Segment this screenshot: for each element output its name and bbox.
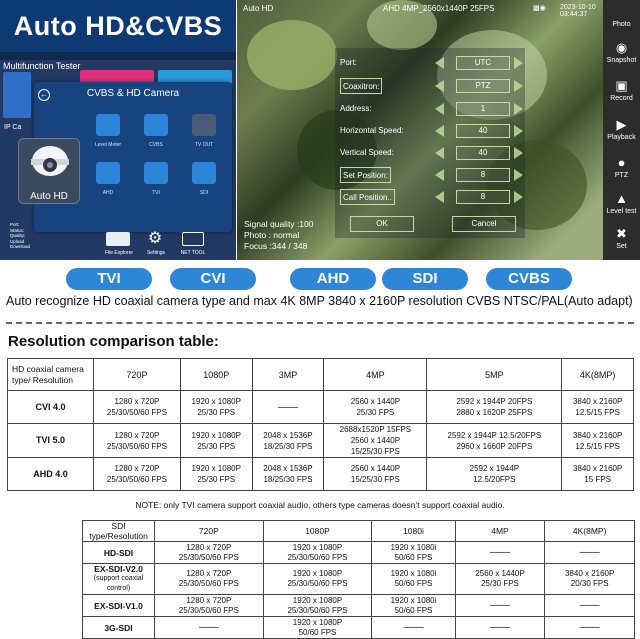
arrow-right-icon[interactable] bbox=[514, 169, 523, 181]
table-cell bbox=[263, 617, 372, 639]
cell-line: —— bbox=[489, 621, 510, 633]
popup-title: CVBS & HD Camera bbox=[86, 88, 180, 99]
auto-hd-label: Auto HD bbox=[30, 191, 68, 202]
cell-line: 2688x1520P 15FPS bbox=[339, 425, 412, 434]
cell-line: 1920 x 1080P bbox=[292, 542, 343, 552]
ahd-camera-icon[interactable] bbox=[96, 162, 120, 184]
port-value[interactable]: UTC bbox=[456, 56, 510, 70]
table-cell bbox=[455, 542, 545, 564]
horizontal-speed-value[interactable]: 40 bbox=[456, 124, 510, 138]
cell-line: 15/25/30 FPS bbox=[350, 447, 400, 456]
ok-button[interactable]: OK bbox=[350, 216, 414, 232]
cell-line: 2960 x 1660P 20FPS bbox=[456, 441, 533, 451]
popup-item-label: TV OUT bbox=[194, 142, 214, 148]
level-icon: ▲ bbox=[615, 191, 628, 206]
dock-label: Settings bbox=[146, 250, 166, 256]
tv-out-icon[interactable] bbox=[192, 114, 216, 136]
table-cell bbox=[155, 564, 264, 595]
cell-line: 2592 x 1944P 12.5/20FPS bbox=[447, 430, 542, 440]
field-label: Horizontal Speed: bbox=[340, 126, 404, 135]
dock-label: NET TOOL bbox=[180, 250, 206, 256]
cell-line: 50/60 FPS bbox=[394, 579, 433, 588]
cell-line: 2560 x 1440P bbox=[350, 464, 401, 473]
sdi-resolution-table bbox=[82, 520, 635, 639]
cell-line: 12.5/15 FPS bbox=[575, 441, 620, 451]
ptz-set-position-row bbox=[340, 167, 520, 183]
cell-line: 25/30/50/60 FPS bbox=[106, 408, 167, 417]
toolbar-label: Photo bbox=[612, 21, 631, 28]
ptz-coaxitron-row bbox=[340, 78, 520, 94]
cell-line: 25/30/50/60 FPS bbox=[106, 441, 167, 451]
table-cell bbox=[427, 458, 562, 491]
cell-line: 25/30/50/60 FPS bbox=[178, 605, 239, 615]
cell-line: 2560 x 1440P bbox=[475, 569, 525, 578]
cell-line: 1280 x 720P bbox=[186, 569, 232, 578]
toolbar-label: Playback bbox=[607, 134, 636, 141]
table-header-row bbox=[83, 521, 635, 542]
ptz-address-row bbox=[340, 101, 520, 117]
cell-line: 12.5/20FPS bbox=[473, 475, 516, 484]
row-header bbox=[8, 424, 94, 458]
camera-mode: Auto HD bbox=[243, 4, 274, 13]
table-cell bbox=[263, 595, 372, 617]
popup-item-label: CVBS bbox=[149, 142, 163, 148]
row-header bbox=[83, 542, 155, 564]
table-cell bbox=[372, 617, 455, 639]
cell-line: 25/30 FPS bbox=[481, 579, 519, 588]
list-item: Status: bbox=[10, 227, 25, 233]
table-header: 720P bbox=[94, 359, 181, 391]
type-pill-cvbs: CVBS bbox=[486, 268, 572, 290]
row-header-line: 3G-SDI bbox=[104, 622, 133, 633]
network-status-list bbox=[10, 222, 30, 250]
cell-line: —— bbox=[277, 401, 298, 413]
table-cell bbox=[155, 617, 264, 639]
ip-camera-label: IP Ca bbox=[4, 124, 22, 131]
cell-line: 1920 x 1080i bbox=[390, 569, 437, 578]
cell-line: 1920 x 1080P bbox=[191, 430, 241, 440]
table-cell bbox=[324, 458, 427, 491]
arrow-left-icon[interactable] bbox=[435, 125, 444, 137]
table-cell bbox=[324, 391, 427, 424]
toolbar-playback[interactable] bbox=[603, 117, 640, 141]
cell-line: 50/60 FPS bbox=[298, 627, 337, 637]
camera-icon: ◉ bbox=[615, 40, 628, 55]
app-tile[interactable] bbox=[3, 72, 31, 118]
ptz-control-panel bbox=[335, 48, 525, 238]
cell-line: 1920 x 1080i bbox=[390, 542, 437, 552]
toolbar-label: Level test bbox=[606, 208, 637, 215]
cell-line: 25/30/50/60 FPS bbox=[287, 552, 348, 562]
cell-line: —— bbox=[198, 621, 219, 633]
sdi-camera-icon[interactable] bbox=[192, 162, 216, 184]
status-icons: ▩◉ bbox=[533, 5, 546, 12]
table-cell bbox=[427, 424, 562, 458]
photo-status: Photo : normal bbox=[244, 230, 300, 240]
popup-item-label: TVI bbox=[152, 190, 160, 196]
address-value[interactable]: 1 bbox=[456, 102, 510, 116]
cell-line: 1280 x 720P bbox=[114, 464, 160, 473]
table-header: 3MP bbox=[252, 359, 324, 391]
cell-line: 25/30/50/60 FPS bbox=[287, 579, 348, 588]
arrow-right-icon[interactable] bbox=[514, 191, 523, 203]
divider bbox=[6, 322, 634, 324]
cell-line: 1920 x 1080i bbox=[390, 595, 437, 605]
table-cell bbox=[324, 424, 427, 458]
cell-line: 3840 x 2160P bbox=[564, 569, 615, 578]
toolbar-label: Record bbox=[610, 95, 633, 102]
cell-line: 1920 x 1080P bbox=[292, 617, 343, 627]
list-item: Download bbox=[10, 244, 31, 249]
camera-resolution: AHD 4MP_2560x1440P 25FPS bbox=[383, 4, 495, 13]
table-cell bbox=[180, 458, 252, 491]
table-cell bbox=[455, 617, 545, 639]
popup-item-label: SDI bbox=[199, 190, 209, 196]
table-cell bbox=[263, 542, 372, 564]
dock-label: File Explorer bbox=[104, 250, 134, 256]
cell-line: 12.5/15 FPS bbox=[575, 408, 620, 417]
popup-item-label: Level Meter bbox=[94, 142, 122, 148]
cell-line: 2560 x 1440P bbox=[350, 397, 401, 406]
table-cell bbox=[562, 424, 634, 458]
net-tool-icon[interactable] bbox=[182, 232, 204, 246]
row-header-line: (support coaxial control) bbox=[93, 575, 144, 592]
ptz-hspeed-row bbox=[340, 123, 520, 139]
focus-status: Focus :344 / 348 bbox=[244, 241, 308, 251]
toolbar-label: Snapshot bbox=[606, 57, 637, 64]
table-cell bbox=[372, 542, 455, 564]
video-icon: ▣ bbox=[615, 78, 628, 93]
cell-line: 3840 x 2160P bbox=[572, 464, 623, 473]
coaxial-audio-note: NOTE: only TVI camera support coaxial audio, others type cameras doesn’t support coaxial audio. bbox=[135, 500, 505, 510]
ptz-call-position-row bbox=[340, 189, 520, 205]
arrow-left-icon[interactable] bbox=[435, 103, 444, 115]
table-cell bbox=[545, 595, 635, 617]
cell-line: —— bbox=[579, 621, 600, 633]
set-position-button[interactable]: Set Position: bbox=[340, 167, 391, 183]
table-cell bbox=[562, 458, 634, 491]
table-header: HD coaxial camera type/ Resolution bbox=[8, 359, 94, 391]
vertical-speed-value[interactable]: 40 bbox=[456, 146, 510, 160]
table-header: SDI type/Resolution bbox=[83, 521, 155, 542]
table-cell bbox=[427, 391, 562, 424]
row-header-line: AHD 4.0 bbox=[33, 468, 68, 479]
row-header bbox=[8, 391, 94, 424]
type-pill-sdi: SDI bbox=[382, 268, 468, 290]
table-header: 4MP bbox=[324, 359, 427, 391]
cell-line: 25/30 FPS bbox=[197, 441, 236, 451]
table-cell bbox=[252, 458, 324, 491]
cell-line: 20/30 FPS bbox=[570, 579, 609, 588]
table-cell bbox=[562, 391, 634, 424]
field-label: Address: bbox=[340, 104, 372, 113]
cell-line: 1280 x 720P bbox=[186, 595, 232, 605]
call-position-button[interactable]: Call Position.. bbox=[340, 189, 395, 205]
table-cell bbox=[372, 564, 455, 595]
tools-icon: ✖ bbox=[616, 226, 627, 241]
row-header-line: TVI 5.0 bbox=[35, 435, 65, 445]
table-cell bbox=[180, 391, 252, 424]
cell-line: —— bbox=[403, 621, 424, 633]
cell-line: 25/30 FPS bbox=[356, 408, 395, 417]
cell-line: 1920 x 1080P bbox=[191, 464, 241, 473]
resolution-table-title: Resolution comparison table: bbox=[8, 333, 219, 350]
row-header bbox=[8, 458, 94, 491]
arrow-right-icon[interactable] bbox=[514, 125, 523, 137]
table-cell bbox=[155, 542, 264, 564]
toolbar-record[interactable] bbox=[603, 78, 640, 102]
cell-line: 3840 x 2160P bbox=[572, 397, 623, 406]
file-explorer-icon[interactable] bbox=[106, 232, 130, 246]
arrow-right-icon[interactable] bbox=[514, 147, 523, 159]
table-cell bbox=[545, 564, 635, 595]
field-label: Vertical Speed: bbox=[340, 148, 394, 157]
cell-line: —— bbox=[579, 599, 600, 611]
arrow-left-icon[interactable] bbox=[435, 169, 444, 181]
list-item: Quality: bbox=[10, 233, 26, 238]
toolbar-set[interactable] bbox=[603, 226, 640, 250]
table-header: 4K(8MP) bbox=[562, 359, 634, 391]
cell-line: 2560 x 1440P bbox=[350, 436, 401, 445]
cell-line: 2592 x 1944P 20FPS bbox=[456, 397, 533, 406]
arrow-right-icon[interactable] bbox=[514, 57, 523, 69]
table-cell bbox=[455, 564, 545, 595]
arrow-right-icon[interactable] bbox=[514, 80, 523, 92]
play-icon: ▶ bbox=[616, 117, 627, 132]
table-row bbox=[83, 617, 635, 639]
set-position-value[interactable]: 8 bbox=[456, 168, 510, 182]
ptz-port-row bbox=[340, 55, 520, 71]
cell-line: 25/30/50/60 FPS bbox=[178, 579, 239, 588]
cell-line: 25/30/50/60 FPS bbox=[178, 552, 239, 562]
cell-line: 1920 x 1080P bbox=[292, 569, 343, 578]
list-item: Port: bbox=[10, 222, 20, 227]
table-row bbox=[83, 595, 635, 617]
cell-line: 3840 x 2160P bbox=[572, 430, 623, 440]
cell-line: 25/30 FPS bbox=[197, 408, 236, 417]
cell-line: 25/30 FPS bbox=[197, 475, 236, 484]
row-header-line: EX-SDI-V2.0 bbox=[94, 564, 143, 574]
row-header bbox=[83, 617, 155, 639]
tester-window-title: Multifunction Tester bbox=[3, 61, 81, 71]
ptz-vspeed-row bbox=[340, 145, 520, 161]
table-row bbox=[83, 542, 635, 564]
cell-line: 2880 x 1620P 25FPS bbox=[456, 408, 533, 417]
cell-line: 1280 x 720P bbox=[114, 430, 160, 440]
arrow-left-icon[interactable] bbox=[435, 80, 444, 92]
cell-line: 25/30/50/60 FPS bbox=[106, 475, 167, 484]
call-position-value[interactable]: 8 bbox=[456, 190, 510, 204]
cancel-button[interactable]: Cancel bbox=[452, 216, 516, 232]
toolbar-level-test[interactable] bbox=[603, 191, 640, 215]
toolbar-snapshot[interactable] bbox=[603, 40, 640, 64]
table-cell bbox=[545, 617, 635, 639]
arrow-left-icon[interactable] bbox=[435, 57, 444, 69]
ptz-camera-icon: ● bbox=[617, 155, 626, 170]
table-cell bbox=[94, 391, 181, 424]
type-pill-ahd: AHD bbox=[290, 268, 376, 290]
row-header bbox=[83, 564, 155, 595]
table-cell bbox=[545, 542, 635, 564]
row-header-line: HD-SDI bbox=[103, 547, 134, 558]
row-header-line: EX-SDI-V1.0 bbox=[94, 600, 143, 611]
level-meter-icon[interactable] bbox=[96, 114, 120, 136]
table-cell bbox=[455, 595, 545, 617]
cell-line: 18/25/30 FPS bbox=[263, 475, 313, 484]
table-cell bbox=[372, 595, 455, 617]
popup-item-label: AHD bbox=[102, 190, 114, 196]
coaxitron-value[interactable]: PTZ bbox=[456, 79, 510, 93]
table-row bbox=[8, 458, 634, 491]
cell-line: 50/60 FPS bbox=[394, 605, 433, 615]
auto-recognize-text: Auto recognize HD coaxial camera type and max 4K 8MP 3840 x 2160P resolution CVBS NTSC/PAL(Auto adapt) bbox=[6, 294, 633, 308]
hd-resolution-table bbox=[7, 358, 634, 491]
list-item: Upload bbox=[10, 238, 25, 244]
table-header: 1080P bbox=[180, 359, 252, 391]
cell-line: —— bbox=[579, 546, 600, 558]
cell-line: 2048 x 1536P bbox=[263, 430, 313, 440]
table-row bbox=[8, 424, 634, 458]
cell-line: —— bbox=[489, 599, 510, 611]
row-header-line: CVI 4.0 bbox=[35, 401, 66, 412]
banner-title: Auto HD&CVBS bbox=[0, 0, 236, 52]
arrow-left-icon[interactable] bbox=[435, 191, 444, 203]
toolbar-photo[interactable] bbox=[603, 21, 640, 28]
settings-icon[interactable]: ⚙ bbox=[147, 230, 163, 247]
cell-line: 1920 x 1080P bbox=[191, 397, 241, 406]
table-header: 4K(8MP) bbox=[545, 521, 635, 542]
cell-line: 50/60 FPS bbox=[394, 552, 433, 562]
table-cell bbox=[94, 458, 181, 491]
arrow-right-icon[interactable] bbox=[514, 103, 523, 115]
cell-line: 15/25/30 FPS bbox=[350, 475, 400, 484]
cell-line: 25/30/50/60 FPS bbox=[287, 605, 348, 615]
signal-quality: Signal quality :100 bbox=[244, 219, 314, 229]
field-label: Port: bbox=[340, 58, 357, 67]
table-header: 5MP bbox=[427, 359, 562, 391]
table-cell bbox=[180, 424, 252, 458]
table-header: 1080P bbox=[263, 521, 372, 542]
toolbar-ptz[interactable] bbox=[603, 155, 640, 179]
cell-line: 2048 x 1536P bbox=[263, 464, 313, 473]
table-cell bbox=[252, 391, 324, 424]
type-pill-cvi: CVI bbox=[170, 268, 256, 290]
tvi-camera-icon[interactable] bbox=[144, 162, 168, 184]
arrow-left-icon[interactable] bbox=[435, 147, 444, 159]
table-row bbox=[8, 391, 634, 424]
back-icon[interactable]: ← bbox=[40, 90, 48, 99]
cell-line: 1280 x 720P bbox=[114, 397, 160, 406]
table-header-row bbox=[8, 359, 634, 391]
cvbs-camera-icon[interactable] bbox=[144, 114, 168, 136]
cell-line: 1280 x 720P bbox=[186, 542, 232, 552]
table-row bbox=[83, 564, 635, 595]
cell-line: —— bbox=[489, 546, 510, 558]
table-cell bbox=[263, 564, 372, 595]
table-cell bbox=[252, 424, 324, 458]
table-header: 4MP bbox=[455, 521, 545, 542]
row-header bbox=[83, 595, 155, 617]
cell-line: 2592 x 1944P bbox=[469, 464, 520, 473]
camera-status-bar bbox=[237, 4, 603, 16]
cell-line: 18/25/30 FPS bbox=[263, 441, 313, 451]
toolbar-label: Set bbox=[616, 243, 627, 250]
cell-line: 1920 x 1080P bbox=[292, 595, 343, 605]
type-pill-tvi: TVI bbox=[66, 268, 152, 290]
dome-camera-icon bbox=[19, 139, 81, 189]
camera-datetime: 2023-10-10 03:44:37 bbox=[560, 4, 596, 18]
table-cell bbox=[94, 424, 181, 458]
table-header: 1080i bbox=[372, 521, 455, 542]
table-header: 720P bbox=[155, 521, 264, 542]
cell-line: 15 FPS bbox=[584, 475, 611, 484]
toolbar-label: PTZ bbox=[614, 172, 629, 179]
field-label: Coaxitron: bbox=[340, 78, 382, 94]
table-cell bbox=[155, 595, 264, 617]
